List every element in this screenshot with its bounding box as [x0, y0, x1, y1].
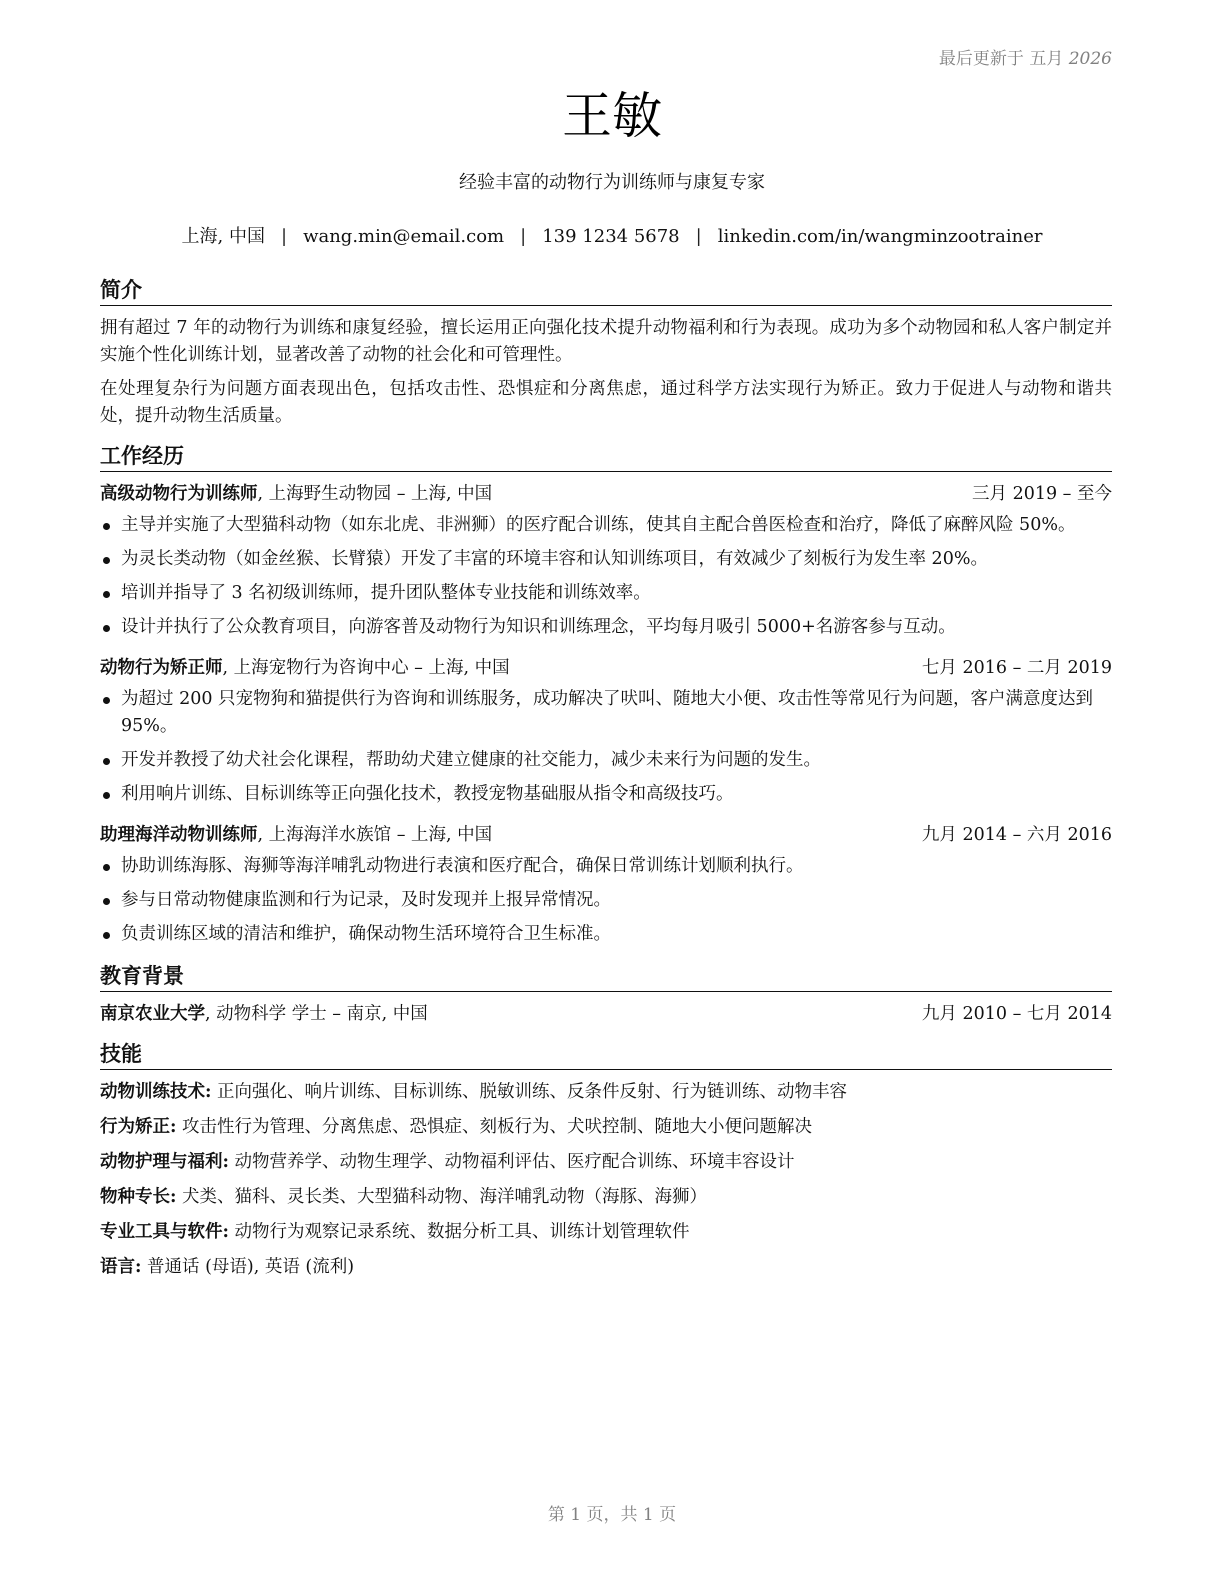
job-title-line: [100, 481, 492, 508]
job-header: [100, 822, 1112, 849]
skill-label: 专业工具与软件:: [100, 1222, 229, 1242]
job-bullet: 培训并指导了 3 名初级训练师，提升团队整体专业技能和训练效率。: [100, 580, 1112, 607]
resume-body: [100, 276, 1112, 1293]
job-entry: [100, 655, 1112, 808]
contact-separator: |: [280, 226, 288, 247]
skill-value: 正向强化、响片训练、目标训练、脱敏训练、反条件反射、行为链训练、动物丰容: [211, 1082, 848, 1102]
last-updated-label: 最后更新于 五月: [938, 49, 1064, 69]
job-dates: 七月 2016 – 二月 2019: [921, 658, 1112, 678]
job-header: [100, 655, 1112, 682]
summary-section: [100, 276, 1112, 430]
resume-name: 王敏: [562, 87, 662, 145]
section-title-summary: 简介: [100, 276, 1112, 306]
job-bullet: 利用响片训练、目标训练等正向强化技术，教授宠物基础服从指令和高级技巧。: [100, 781, 1112, 808]
job-dates: 三月 2019 – 至今: [972, 484, 1112, 504]
education-title-line: [100, 1001, 428, 1028]
job-bullet: 协助训练海豚、海狮等海洋哺乳动物进行表演和医疗配合，确保日常训练计划顺利执行。: [100, 853, 1112, 880]
education-dates: 九月 2010 – 七月 2014: [921, 1004, 1112, 1024]
contact-phone: 139 1234 5678: [542, 226, 680, 247]
skill-line: [100, 1079, 1112, 1106]
job-bullet: 负责训练区域的清洁和维护，确保动物生活环境符合卫生标准。: [100, 921, 1112, 948]
summary-paragraph: 在处理复杂行为问题方面表现出色，包括攻击性、恐惧症和分离焦虑，通过科学方法实现行为矫正。致力于促进人与动物和谐共处，提升动物生活质量。: [100, 379, 1112, 426]
job-role: 助理海洋动物训练师: [100, 825, 258, 845]
job-dates: 九月 2014 – 六月 2016: [921, 825, 1112, 845]
experience-section: [100, 442, 1112, 948]
contact-email[interactable]: wang.min@email.com: [303, 226, 505, 247]
contact-line: [0, 224, 1224, 250]
contact-linkedin[interactable]: linkedin.com/in/wangminzootrainer: [717, 226, 1043, 247]
job-bullets: [100, 686, 1112, 808]
summary-paragraph: 拥有超过 7 年的动物行为训练和康复经验，擅长运用正向强化技术提升动物福利和行为表现。成功为多个动物园和私人客户制定并实施个性化训练计划，显著改善了动物的社会化和可管理性。: [100, 318, 1112, 365]
page-footer: 第 1 页，共 1 页: [547, 1505, 677, 1525]
skill-label: 语言:: [100, 1257, 142, 1277]
job-org: , 上海海洋水族馆 – 上海, 中国: [257, 825, 493, 845]
skill-value: 攻击性行为管理、分离焦虑、恐惧症、刻板行为、犬吠控制、随地大小便问题解决: [176, 1117, 813, 1137]
education-entry: [100, 1001, 1112, 1028]
skill-line: [100, 1149, 1112, 1176]
skill-label: 行为矫正:: [100, 1117, 177, 1137]
skill-line: [100, 1184, 1112, 1211]
job-bullets: [100, 853, 1112, 948]
skill-label: 动物护理与福利:: [100, 1152, 229, 1172]
education-detail: , 动物科学 学士 – 南京, 中国: [205, 1004, 428, 1024]
skill-label: 动物训练技术:: [100, 1082, 212, 1102]
contact-separator: |: [520, 226, 527, 247]
resume-headline: 经验丰富的动物行为训练师与康复专家: [459, 172, 765, 193]
skill-value: 犬类、猫科、灵长类、大型猫科动物、海洋哺乳动物（海豚、海狮）: [176, 1187, 708, 1207]
last-updated: [939, 44, 1112, 69]
job-bullet: 为灵长类动物（如金丝猴、长臂猿）开发了丰富的环境丰容和认知训练项目，有效减少了刻板行为发生率 20%。: [100, 546, 1112, 573]
contact-location: 上海, 中国: [181, 226, 265, 247]
job-header: [100, 481, 1112, 508]
education-section: [100, 962, 1112, 1028]
section-title-experience: 工作经历: [100, 442, 1112, 472]
job-role: 动物行为矫正师: [100, 658, 223, 678]
job-bullet: 设计并执行了公众教育项目，向游客普及动物行为知识和训练理念，平均每月吸引 5000+名游客参与互动。: [100, 614, 1112, 641]
job-org: , 上海宠物行为咨询中心 – 上海, 中国: [222, 658, 510, 678]
skill-value: 普通话 (母语), 英语 (流利): [141, 1257, 355, 1277]
job-org: , 上海野生动物园 – 上海, 中国: [257, 484, 493, 504]
section-title-skills: 技能: [100, 1040, 1112, 1070]
skill-line: [100, 1254, 1112, 1281]
section-title-education: 教育背景: [100, 962, 1112, 992]
job-role: 高级动物行为训练师: [100, 484, 258, 504]
job-title-line: [100, 822, 492, 849]
contact-separator: |: [695, 226, 702, 247]
skill-value: 动物营养学、动物生理学、动物福利评估、医疗配合训练、环境丰容设计: [228, 1152, 795, 1172]
skill-line: [100, 1114, 1112, 1141]
education-school: 南京农业大学: [100, 1004, 205, 1024]
skills-section: [100, 1040, 1112, 1281]
job-bullet: 参与日常动物健康监测和行为记录，及时发现并上报异常情况。: [100, 887, 1112, 914]
skill-label: 物种专长:: [100, 1187, 177, 1207]
skill-line: [100, 1219, 1112, 1246]
job-bullets: [100, 512, 1112, 641]
job-title-line: [100, 655, 510, 682]
last-updated-year: 2026: [1068, 49, 1112, 69]
job-entry: [100, 481, 1112, 641]
job-bullet: 主导并实施了大型猫科动物（如东北虎、非洲狮）的医疗配合训练，使其自主配合兽医检查和治疗，降低了麻醉风险 50%。: [100, 512, 1112, 539]
job-entry: [100, 822, 1112, 948]
skill-value: 动物行为观察记录系统、数据分析工具、训练计划管理软件: [228, 1222, 690, 1242]
job-bullet: 为超过 200 只宠物狗和猫提供行为咨询和训练服务，成功解决了吠叫、随地大小便、攻击性等常见行为问题，客户满意度达到 95%。: [100, 686, 1112, 740]
job-bullet: 开发并教授了幼犬社会化课程，帮助幼犬建立健康的社交能力，减少未来行为问题的发生。: [100, 747, 1112, 774]
